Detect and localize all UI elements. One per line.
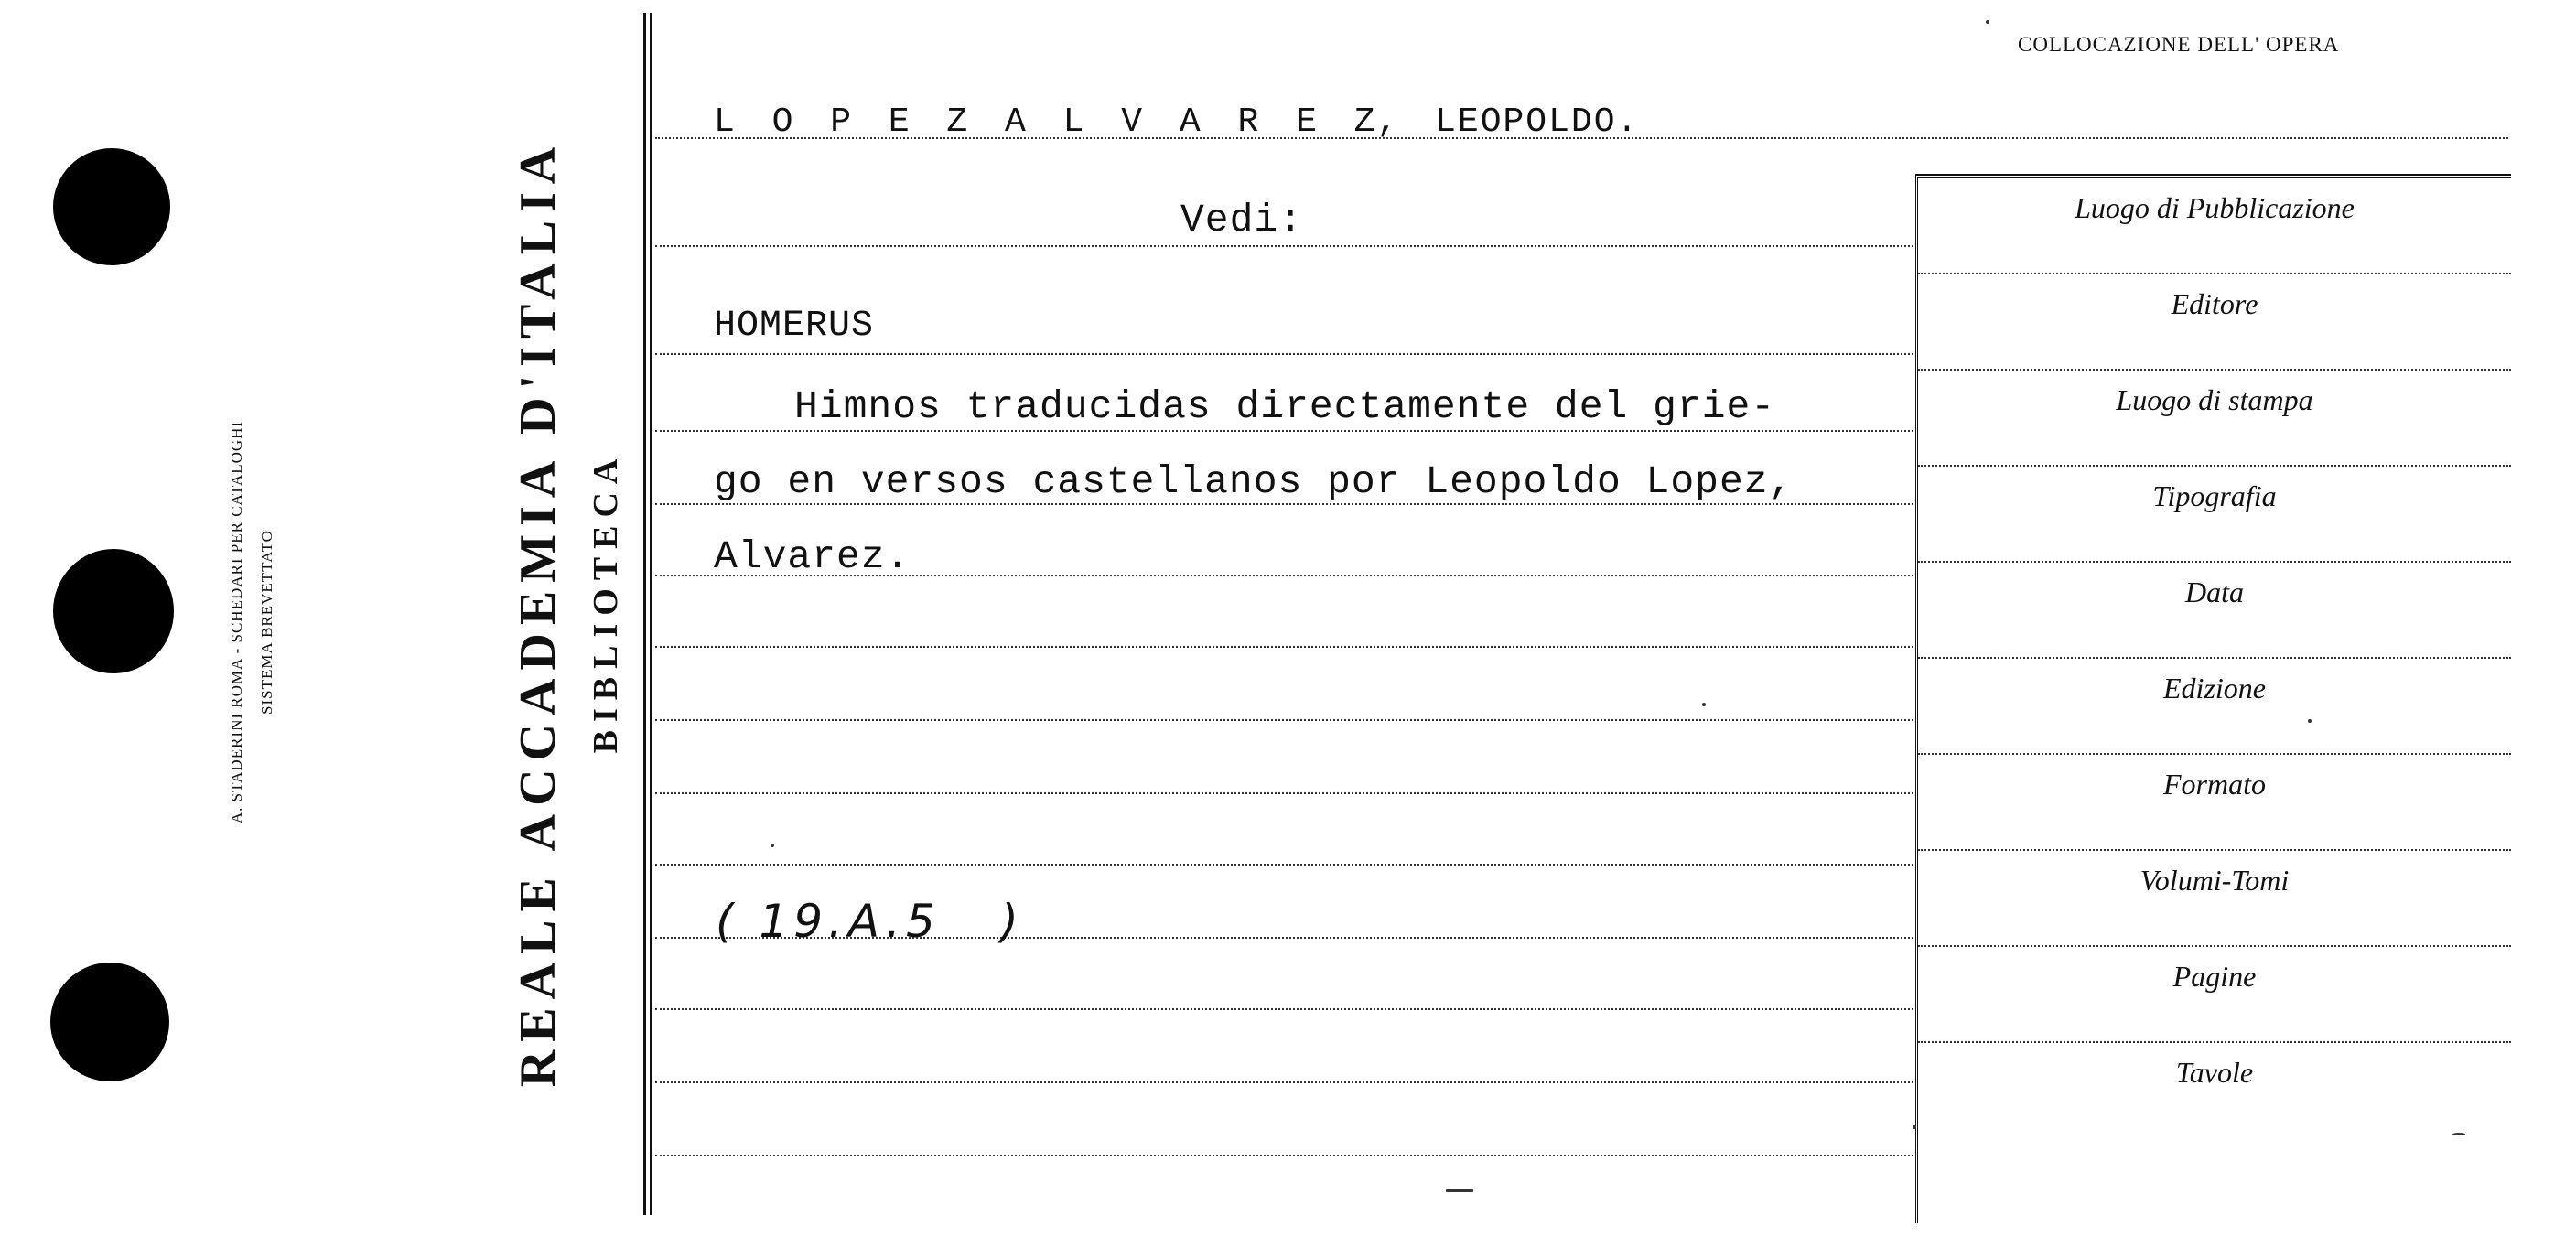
field-label: Luogo di Pubblicazione bbox=[2075, 191, 2355, 224]
field-label: Luogo di stampa bbox=[2116, 383, 2313, 416]
shelfmark: ( 19.A.5 ) bbox=[716, 895, 1024, 948]
scan-speck bbox=[771, 844, 774, 847]
field-label: Data bbox=[2185, 575, 2244, 608]
collocazione-label: COLLOCAZIONE DELL' OPERA bbox=[2018, 33, 2340, 56]
body-line-3: Alvarez. bbox=[714, 534, 911, 579]
field-label: Editore bbox=[2171, 287, 2258, 320]
field-tavole bbox=[1918, 1043, 2511, 1139]
field-label: Volumi-Tomi bbox=[2139, 864, 2290, 897]
printer-line-1: A. STADERINI ROMA - SCHEDARI PER CATALOGHI bbox=[228, 420, 245, 824]
punch-hole-top bbox=[53, 148, 170, 265]
field-luogo-pubblicazione bbox=[1918, 178, 2511, 274]
author-heading: L O P E Z A L V A R E Z, LEOPOLDO. bbox=[714, 102, 1640, 142]
body-line-2: go en versos castellanos por Leopoldo Lopez, bbox=[714, 459, 1794, 504]
ruled-line bbox=[655, 1155, 1913, 1156]
scan-speck bbox=[2452, 1133, 2465, 1135]
ruled-line bbox=[655, 864, 1913, 866]
field-pagine bbox=[1918, 947, 2511, 1043]
punch-hole-bottom bbox=[50, 963, 169, 1081]
left-double-rule bbox=[643, 13, 646, 1215]
academy-title: REALE ACCADEMIA D'ITALIA bbox=[510, 138, 566, 1088]
ruled-line bbox=[655, 430, 1913, 432]
left-double-rule-inner bbox=[650, 13, 652, 1215]
publication-info-box bbox=[1915, 174, 2511, 1223]
printer-line-2: SISTEMA BREVETTATO bbox=[258, 530, 275, 715]
field-data bbox=[1918, 563, 2511, 659]
ruled-line bbox=[655, 353, 1913, 355]
field-label: Tipografia bbox=[2152, 479, 2277, 512]
uniform-title: HOMERUS bbox=[714, 306, 875, 347]
field-editore bbox=[1918, 274, 2511, 371]
field-label: Tavole bbox=[2175, 1056, 2254, 1089]
field-luogo-stampa bbox=[1918, 371, 2511, 467]
ruled-line bbox=[655, 245, 1913, 247]
scan-speck bbox=[1702, 703, 1706, 706]
ruled-line bbox=[655, 1081, 1913, 1083]
scan-speck bbox=[1446, 1189, 1473, 1192]
field-label: Pagine bbox=[2172, 960, 2257, 993]
see-label: Vedi: bbox=[1180, 198, 1304, 242]
scan-speck bbox=[2308, 719, 2312, 723]
library-title: BIBLIOTECA bbox=[587, 450, 625, 754]
field-volumi-tomi bbox=[1918, 851, 2511, 947]
field-label: Formato bbox=[2163, 768, 2266, 801]
field-label: Edizione bbox=[2163, 672, 2266, 705]
ruled-line bbox=[655, 1008, 1913, 1010]
ruled-line bbox=[655, 792, 1913, 794]
field-edizione bbox=[1918, 659, 2511, 755]
scan-speck bbox=[1913, 1125, 1916, 1129]
punch-hole-middle bbox=[53, 549, 174, 673]
field-formato bbox=[1918, 755, 2511, 851]
ruled-line bbox=[655, 719, 1913, 721]
field-tipografia bbox=[1918, 467, 2511, 563]
scan-speck bbox=[1986, 20, 1989, 24]
ruled-line bbox=[655, 646, 1913, 648]
body-line-1: Himnos traducidas directamente del grie- bbox=[794, 384, 1776, 429]
